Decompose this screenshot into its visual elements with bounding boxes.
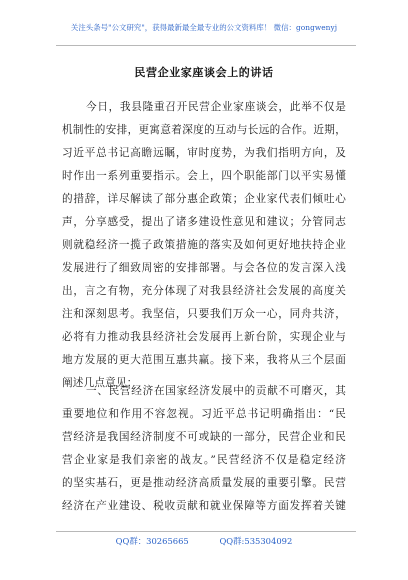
footer-contacts — [0, 535, 408, 547]
footer-qq-group-left: QQ群：30265665 — [115, 536, 189, 546]
paragraph-line: 地方发展的更大范围互惠共赢。接下来，我将从三个层面 — [62, 354, 346, 366]
paragraph-line: 一、民营经济在国家经济发展中的贡献不可磨灭，其 — [86, 385, 346, 397]
paragraph-line: 重要地位和作用不容忽视。习近平总书记明确指出：“民 — [62, 408, 346, 420]
paragraph-line: 营企业家是我们亲密的战友。”民营经济不仅是稳定经济 — [62, 454, 346, 466]
paragraph-line: 习近平总书记高瞻远瞩，审时度势，为我们指明方向，及 — [62, 147, 346, 159]
paragraph-line: 的坚实基石，更是推动经济高质量发展的重要引擎。民营 — [62, 477, 346, 489]
paragraph-2 — [62, 380, 346, 518]
paragraph-line: 出，言之有物，充分体现了对我县经济社会发展的高度关 — [62, 285, 346, 297]
paragraph-line: 时作出一系列重要指示。会上，四个职能部门以平实易懂 — [62, 170, 346, 182]
paragraph-1 — [62, 96, 346, 395]
paragraph-line: 声，分享感受，提出了诸多建设性意见和建议；分管同志 — [62, 216, 346, 228]
paragraph-line: 机制性的安排，更寓意着深度的互动与长远的合作。近期， — [62, 124, 346, 136]
paragraph-line: 经济在产业建设、税收贡献和就业保障等方面发挥着关键 — [62, 500, 346, 512]
paragraph-line: 阐述几点意见： — [62, 377, 138, 389]
paragraph-line: 今日，我县隆重召开民营企业家座谈会，此举不仅是 — [86, 101, 346, 113]
footer-qq-group-right: QQ群:535304092 — [219, 536, 293, 546]
paragraph-line: 的措辞，详尽解读了部分惠企政策；企业家代表们倾吐心 — [62, 193, 346, 205]
document-title: 民营企业家座谈会上的讲话 — [134, 66, 274, 79]
paragraph-line: 注和深刻思考。我坚信，只要我们万众一心，同舟共济， — [62, 308, 346, 320]
paragraph-line: 营经济是我国经济制度不可或缺的一部分，民营企业和民 — [62, 431, 346, 443]
header-banner: 关注头条号"公文研究"，获得最新最全最专业的公文资料库！ 微信：gongwenyj — [70, 23, 338, 32]
footer-divider — [56, 531, 356, 532]
paragraph-line: 必将有力推动我县经济社会发展再上新台阶，实现企业与 — [62, 331, 346, 343]
paragraph-line: 则就稳经济一揽子政策措施的落实及如何更好地扶持企业 — [62, 239, 346, 251]
paragraph-line: 发展进行了细致周密的安排部署。与会各位的发言深入浅 — [62, 262, 346, 274]
header-divider — [56, 45, 356, 46]
